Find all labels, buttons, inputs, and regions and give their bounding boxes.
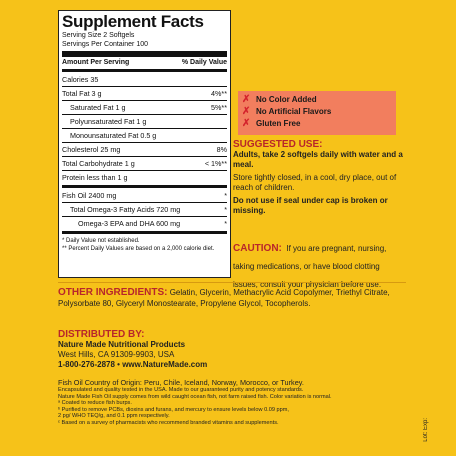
country-of-origin: Fish Oil Country of Origin: Peru, Chile, Iceland, Norway, Morocco, or Turkey. [58, 378, 304, 387]
product-claims-box [238, 91, 396, 135]
footnote-daily-value: * Daily Value not established. [62, 238, 140, 244]
nutrient-label: Omega-3 EPA and DHA 600 mg [78, 219, 181, 228]
origin-section [58, 378, 398, 427]
amount-header: Amount Per Serving [62, 59, 130, 66]
nutrient-label: Calories 35 [62, 75, 99, 84]
suggested-use-section [233, 139, 403, 216]
storage-instructions: Store tightly closed, in a cool, dry place, out of reach of children. [233, 173, 397, 192]
claim-gluten-free [242, 118, 392, 130]
suggested-use-directions: Adults, take 2 softgels daily with water and a meal. [233, 150, 403, 169]
medium-rule [62, 185, 227, 188]
servings-per-container: Servings Per Container 100 [62, 41, 148, 48]
nutrient-label: Protein less than 1 g [62, 173, 128, 182]
medium-rule [62, 69, 227, 72]
suggested-use-heading: SUGGESTED USE: [233, 139, 323, 150]
nutrient-row [62, 189, 227, 202]
claim-no-flavors [242, 106, 392, 118]
facts-column-header [62, 58, 227, 68]
distributor-section [58, 329, 358, 370]
nutrient-row [62, 216, 227, 230]
fine-print-line: ᵇ Purified to remove PCBs, dioxins and furans, and mercury to ensure levels below 0.09 ppm, [58, 406, 289, 413]
nutrient-row [62, 156, 227, 170]
nutrient-row [62, 170, 227, 184]
claim-text: No Color Added [256, 95, 317, 104]
nutrient-label: Fish Oil 2400 mg [62, 191, 117, 200]
nutrient-row [62, 73, 227, 86]
caution-heading: CAUTION: [233, 243, 282, 254]
claim-text: No Artificial Flavors [256, 107, 332, 116]
nutrient-dv: < 1%** [204, 159, 227, 168]
nutrient-label: Monounsaturated Fat 0.5 g [70, 131, 157, 140]
footnote-percent-dv: ** Percent Daily Values are based on a 2,000 calorie diet. [62, 246, 215, 252]
nutrient-dv: 5%** [211, 103, 227, 112]
other-ingredients-heading: OTHER INGREDIENTS: [58, 287, 168, 298]
distributor-phone: 1-800-276-2878 [58, 360, 115, 369]
nutrient-label: Total Fat 3 g [62, 89, 102, 98]
nutrient-label: Total Omega-3 Fatty Acids 720 mg [70, 205, 181, 214]
nutrient-label: Polyunsaturated Fat 1 g [70, 117, 147, 126]
nutrient-label: Cholesterol 25 mg [62, 145, 121, 154]
nutrient-row [62, 86, 227, 100]
nutrient-dv: 4%** [211, 89, 227, 98]
distributor-address: West Hills, CA 91309-9903, USA [58, 350, 175, 359]
claim-no-color [242, 94, 392, 106]
fine-print-line: ᶜ Based on a survey of pharmacists who recommend branded vitamins and supplements. [58, 419, 279, 426]
contact-separator: • [114, 360, 123, 369]
distributor-contact [58, 360, 358, 370]
fine-print-line: Encapsulated and quality tested in the USA. Made to our guaranteed purity and potency standards. [58, 387, 304, 393]
seal-warning: Do not use if seal under cap is broken or missing. [233, 196, 388, 215]
nutrient-row [62, 128, 227, 142]
nutrient-row [62, 100, 227, 114]
other-ingredients-section [58, 287, 408, 309]
caution-section [233, 238, 403, 292]
nutrient-dv: 8% [216, 145, 227, 154]
daily-value-header: % Daily Value [181, 59, 227, 66]
nutrient-row [62, 202, 227, 216]
supplement-facts-panel [58, 10, 231, 278]
serving-size: Serving Size 2 Softgels [62, 32, 135, 39]
nutrient-dv: * [224, 205, 227, 214]
nutrient-row [62, 142, 227, 156]
nutrient-dv: * [224, 219, 227, 228]
nutrient-dv: * [224, 191, 227, 200]
nutrient-row [62, 114, 227, 128]
distributor-heading: DISTRIBUTED BY: [58, 329, 145, 340]
nutrient-label: Total Carbohydrate 1 g [62, 159, 135, 168]
x-mark-icon: ✗ [242, 94, 251, 105]
x-mark-icon: ✗ [242, 106, 251, 117]
fine-print-line: ᵃ Coated to reduce fish burps. [58, 400, 132, 407]
caution-text: If you are pregnant, nursing, taking medications, or have blood clotting issues, consult your physician before use. [233, 244, 387, 289]
lot-exp-label: Lot: Exp: [423, 418, 429, 442]
fine-print-line: 2 pg/ WHO TEQ/g, and 0.1 ppm respectively. [58, 413, 170, 420]
x-mark-icon: ✗ [242, 118, 251, 129]
other-ingredients-text: Gelatin, Glycerin, Methacrylic Acid Copolymer, Triethyl Citrate, Polysorbate 80, Glyceryl Monostearate, Propylene Glycol, Tocopherols. [58, 288, 390, 308]
distributor-company: Nature Made Nutritional Products [58, 340, 186, 349]
facts-title: Supplement Facts [62, 12, 204, 31]
nutrient-label: Saturated Fat 1 g [70, 103, 126, 112]
distributor-website: www.NatureMade.com [122, 360, 208, 369]
thick-rule [62, 51, 227, 57]
section-divider [58, 282, 406, 283]
fine-print-line: Nature Made Fish Oil supply comes from wild caught ocean fish, not farm raised fish. Color variation is normal. [58, 393, 332, 400]
claim-text: Gluten Free [256, 119, 301, 128]
medium-rule [62, 231, 227, 234]
